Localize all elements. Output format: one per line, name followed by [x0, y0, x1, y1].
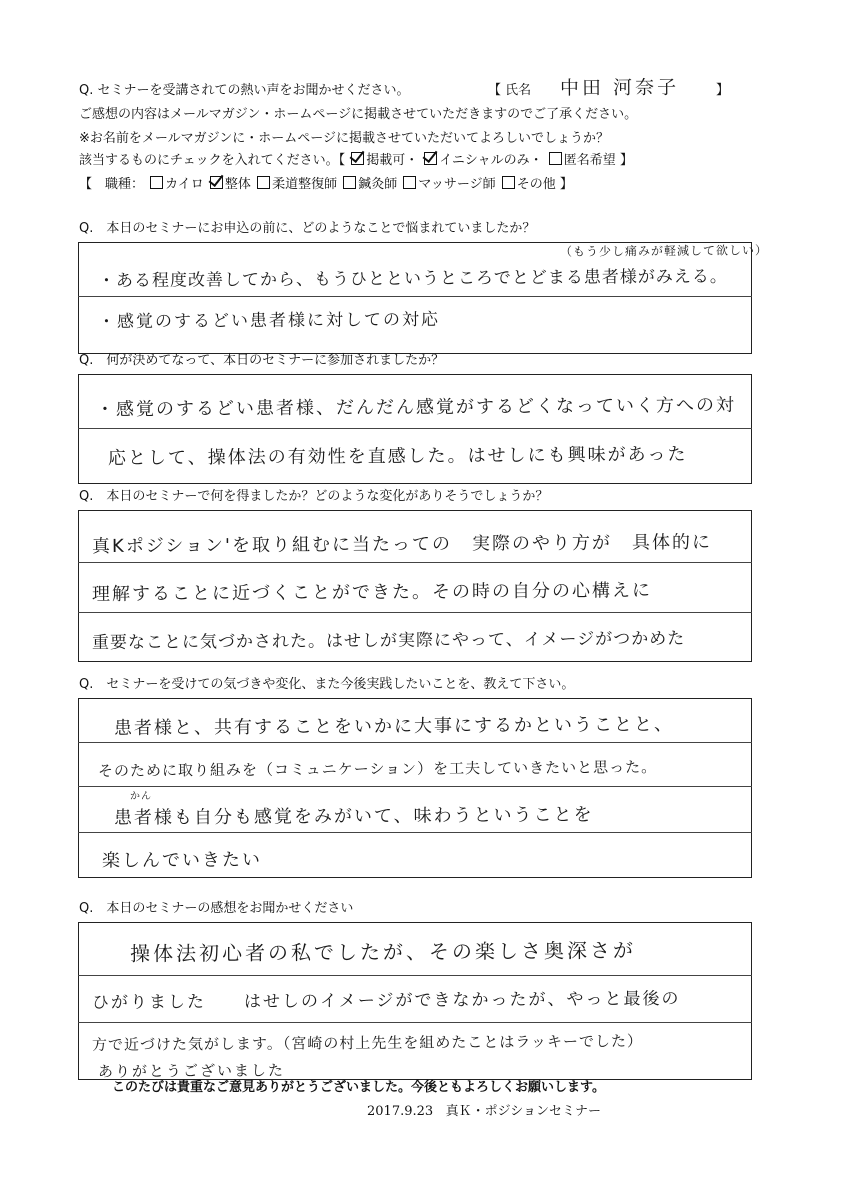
q1-rule — [78, 296, 752, 297]
q5-answer-line-1: 操体法初心者の私でしたが、その楽しさ奥深さが — [129, 938, 637, 966]
initials-only-checkbox[interactable] — [424, 152, 437, 165]
q2-question: Q. 何が決めてなって、本日のセミナーに参加されましたか？ — [79, 353, 445, 368]
q5-rule-2 — [78, 1022, 752, 1023]
job-seitai-label: 整体 — [224, 177, 251, 192]
name-bracket-close: 】 — [716, 83, 730, 98]
q4-rule-1 — [78, 742, 752, 743]
job-massage-checkbox[interactable] — [403, 176, 416, 189]
q3-rule-2 — [78, 612, 752, 613]
job-other-label: その他 — [516, 177, 556, 192]
q2-answer-line-2: 応として、操体法の有効性を直感した。はせしにも興味があった — [107, 443, 688, 470]
q4-answer-line-1: 患者様と、共有することをいかに大事にするかということと、 — [113, 714, 675, 739]
q3-answer-line-2: 理解することに近づくことができた。その時の自分の心構えに — [91, 580, 653, 605]
anonymous-checkbox[interactable] — [549, 152, 562, 165]
job-chiro-checkbox[interactable] — [150, 176, 163, 189]
check-prompt: 該当するものにチェックを入れてください。【 — [79, 153, 346, 168]
job-judo-checkbox[interactable] — [257, 176, 270, 189]
q5-rule-1 — [78, 975, 752, 976]
occupation-label: 【 職種： — [79, 177, 145, 192]
q4-answer-line-4: 楽しんでいきたい — [101, 849, 263, 872]
q4-answer-line-3: 患者様も自分も感覚をみがいて、味わうということを — [113, 804, 594, 829]
footer-seminar: 真Ｋ・ポジションセミナー — [445, 1104, 601, 1119]
name-label: 【 氏名 — [488, 83, 532, 98]
name-value: 中田 河奈子 — [559, 76, 680, 100]
footer-date: 2017.9.23 — [367, 1104, 434, 1119]
q2-rule — [78, 428, 752, 429]
q4-question: Q. セミナーを受けての気づきや変化、また今後実践したいことを、教えて下さい。 — [79, 677, 575, 692]
job-acupuncture-label: 鍼灸師 — [358, 177, 398, 192]
publish-ok-checkbox[interactable] — [351, 152, 364, 165]
q1-question: Q. 本日のセミナーにお申込の前に、どのようなことで悩まれていましたか？ — [79, 221, 536, 236]
job-acupuncture-checkbox[interactable] — [343, 176, 356, 189]
notice-line-1: ご感想の内容はメールマガジン・ホームページに掲載させていただきますのでご了承ください。 — [79, 107, 638, 122]
occupation-bracket-close: 】 — [559, 177, 573, 192]
q4-rule-3 — [78, 832, 752, 833]
q3-question: Q. 本日のセミナーで何を得ましたか？どのような変化がありそうでしょうか？ — [79, 489, 549, 504]
voice-question: Q. セミナーを受講されての熱い声をお聞かせください。 — [79, 83, 410, 98]
job-seitai-checkbox[interactable] — [210, 176, 223, 189]
notice-line-2: ※お名前をメールマガジンに・ホームページに掲載させていただいてよろしいでしょうか？ — [79, 131, 610, 146]
publish-ok-label: 掲載可・ — [366, 153, 419, 168]
publish-permission-row — [79, 150, 633, 172]
q3-answer-line-3: 重要なことに気づかされた。はせしが実際にやって、イメージがつかめた — [91, 628, 686, 654]
q5-answer-line-4: ありがとうございました — [97, 1061, 286, 1081]
q4-answer-line-2: そのために取り組みを（コミュニケーション）を工夫していきたいと思った。 — [97, 758, 658, 780]
q5-question: Q. 本日のセミナーの感想をお聞かせください — [79, 901, 354, 916]
initials-only-label: イニシャルのみ・ — [439, 153, 543, 168]
q1-answer-line-2: ・感覚のするどい患者様に対しての対応 — [97, 309, 441, 333]
q2-answer-line-1: ・感覚のするどい患者様、だんだん感覚がするどくなっていく方への対 — [95, 394, 737, 421]
job-judo-label: 柔道整復師 — [272, 177, 338, 192]
q4-ruby: かん — [129, 790, 153, 803]
q5-answer-line-3: 方で近づけた気がします。（宮崎の村上先生を組めたことはラッキーでした） — [91, 1032, 644, 1054]
occupation-row — [79, 174, 573, 196]
anonymous-label: 匿名希望 — [563, 153, 616, 168]
job-other-checkbox[interactable] — [502, 176, 515, 189]
job-massage-label: マッサージ師 — [418, 177, 496, 192]
q1-answer-line-1: ・ある程度改善してから、もうひとというところでとどまる患者様がみえる。 — [97, 266, 728, 292]
q4-rule-2 — [78, 786, 752, 787]
q3-answer-line-1: 真Kポジション'を取り組むに当たっての 実際のやり方が 具体的に — [91, 531, 713, 558]
q3-rule-1 — [78, 562, 752, 563]
check-bracket-close: 】 — [619, 153, 633, 168]
job-chiro-label: カイロ — [165, 177, 204, 192]
footer-thanks: このたびは貴重なご意見ありがとうございました。今後ともよろしくお願いします。 — [112, 1080, 605, 1095]
q1-annotation: （もう少し痛みが軽減して欲しい） — [559, 243, 769, 259]
footer-date-seminar — [367, 1101, 601, 1123]
q5-answer-line-2: ひがりました はせしのイメージができなかったが、やっと最後の — [91, 988, 681, 1014]
